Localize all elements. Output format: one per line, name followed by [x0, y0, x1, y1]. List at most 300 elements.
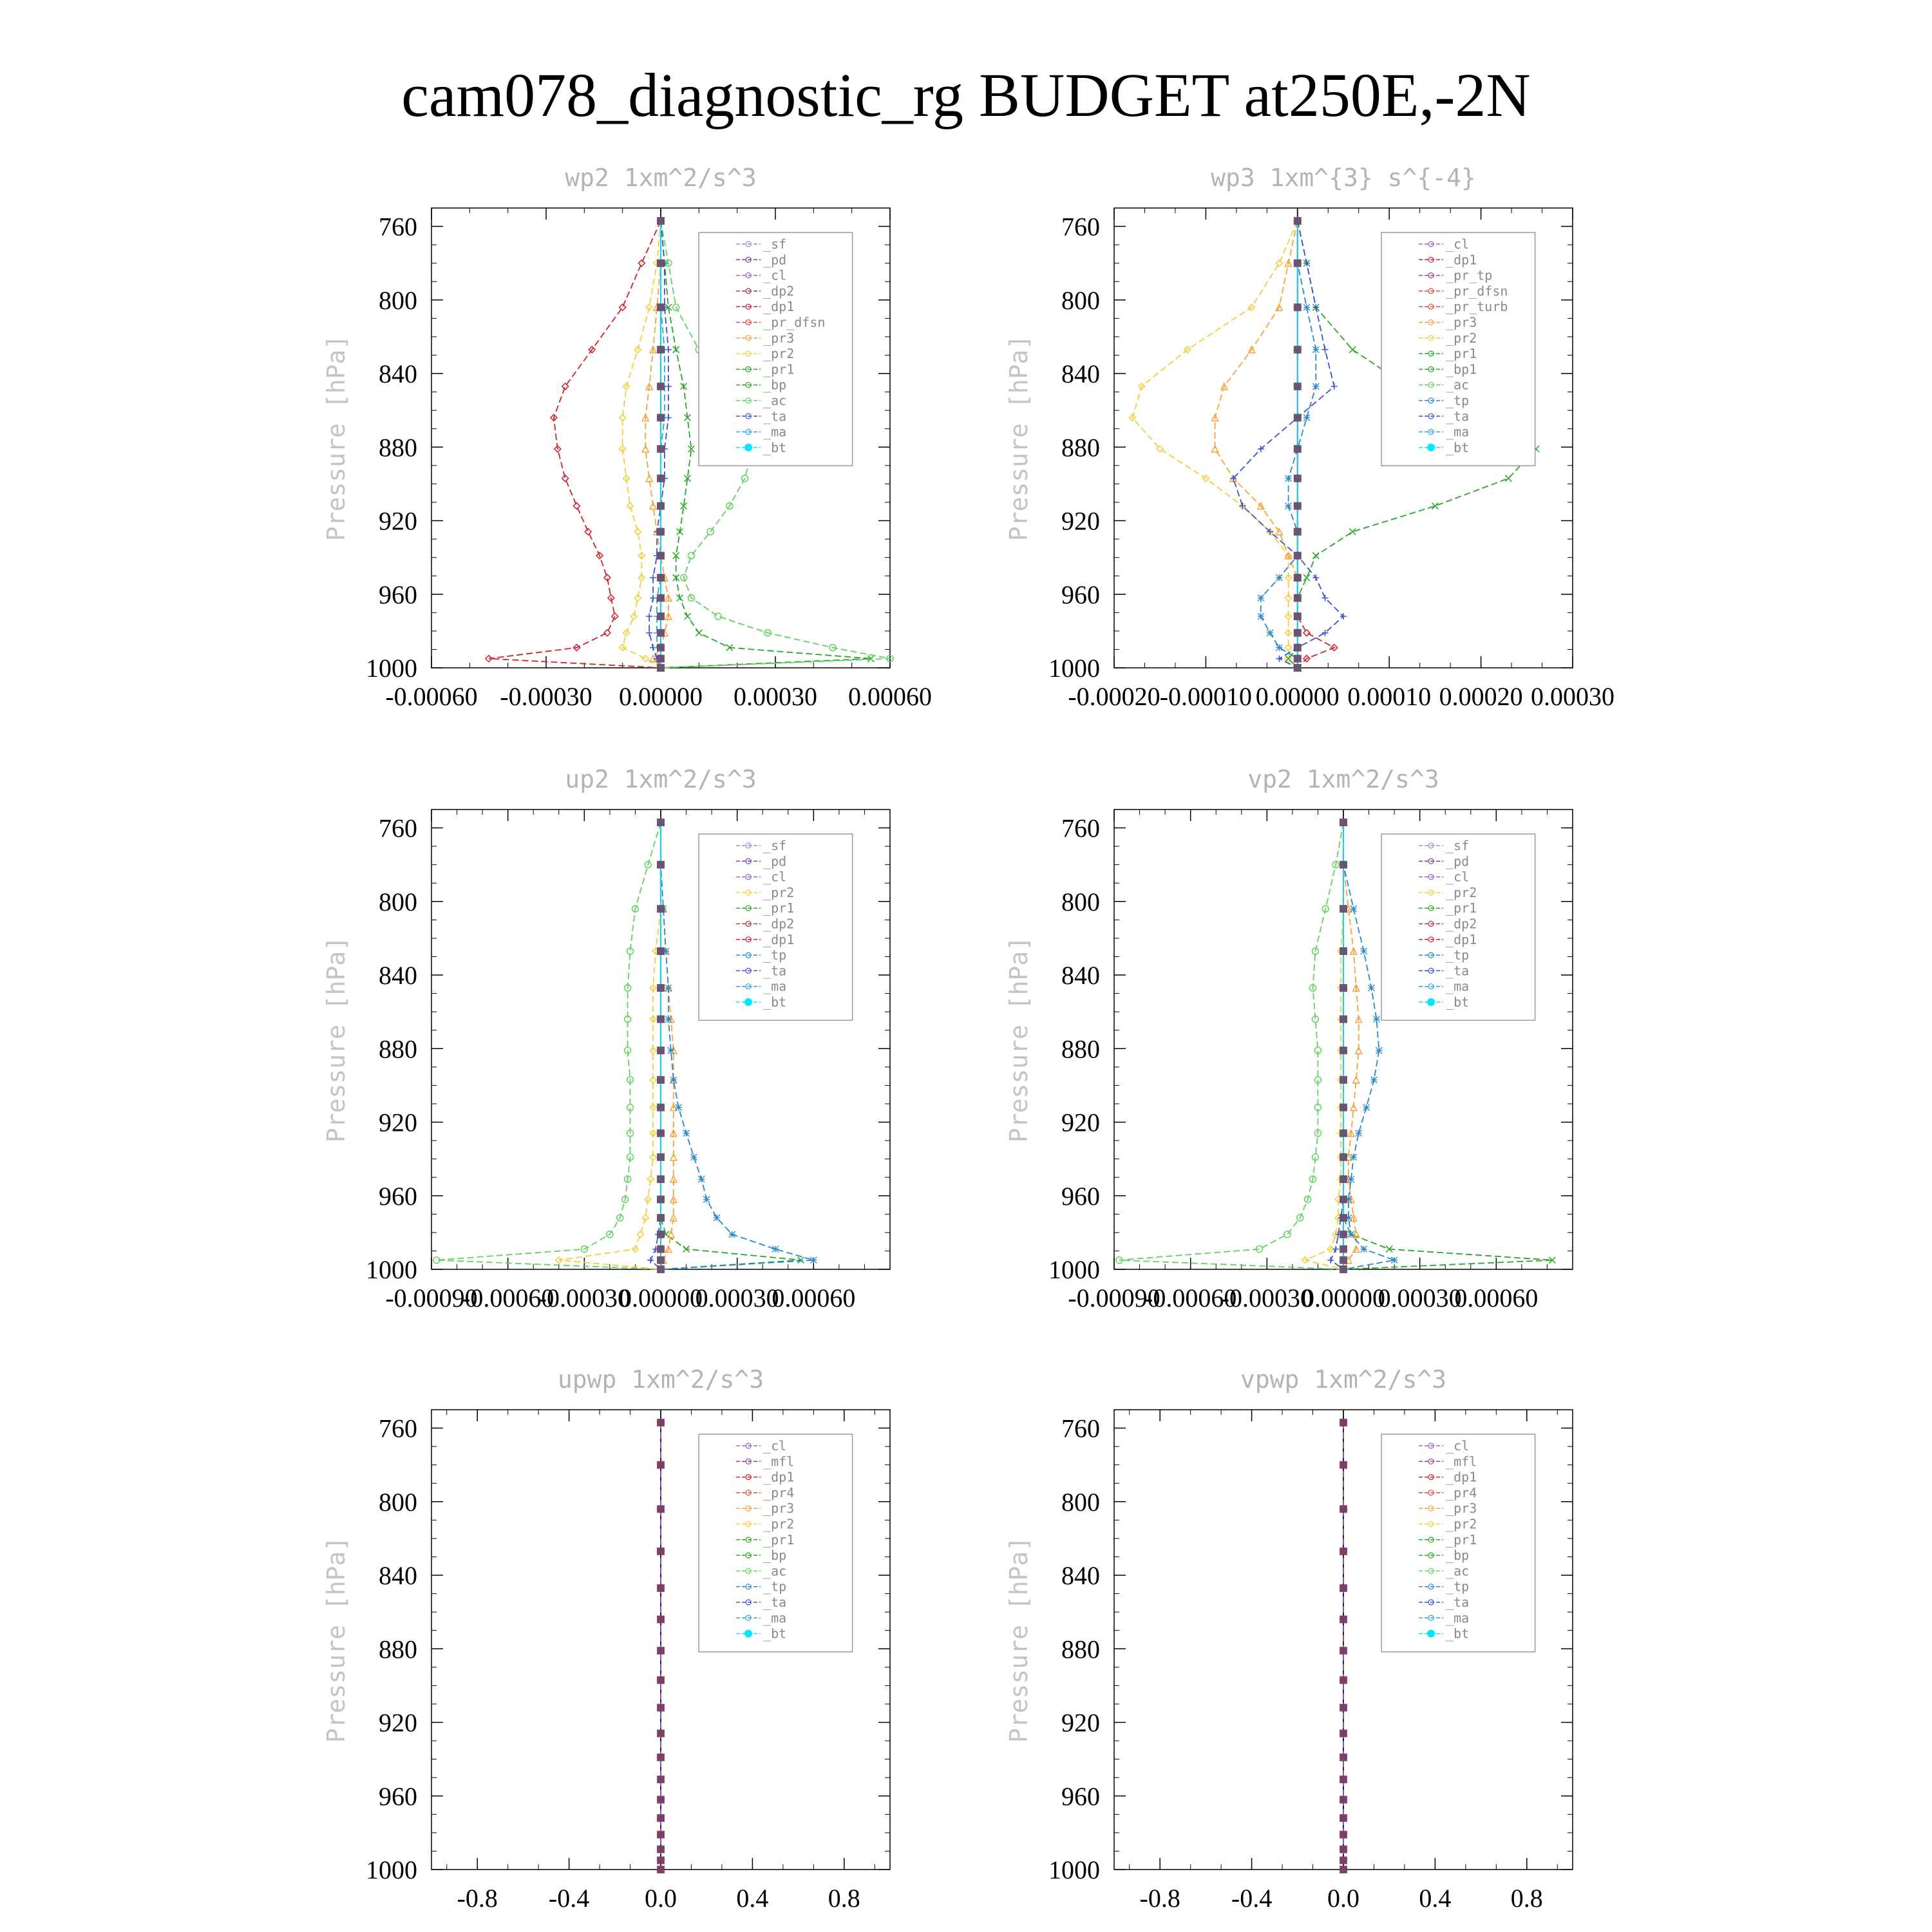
data-point — [1285, 503, 1292, 509]
x-tick-label: 0.00030 — [1378, 1283, 1462, 1312]
data-point — [1348, 1176, 1354, 1182]
zero-marker — [657, 502, 665, 510]
legend-label: _pr4 — [763, 1484, 795, 1501]
legend-label: _ac — [763, 1563, 787, 1579]
data-point — [1373, 1016, 1379, 1023]
y-tick-label: 880 — [379, 433, 417, 462]
x-tick-label: -0.00060 — [462, 1283, 554, 1312]
legend-label: _sf — [1446, 838, 1470, 853]
x-tick-label: -0.00090 — [385, 1283, 478, 1312]
y-tick-label: 800 — [379, 1487, 417, 1517]
legend-label: _ta — [763, 1595, 787, 1610]
zero-marker — [657, 383, 665, 390]
y-tick-label: 880 — [1061, 1034, 1100, 1064]
y-tick-label: 840 — [379, 961, 417, 990]
chart-title: vp2 1xm^2/s^3 — [1247, 765, 1439, 793]
y-tick-label: 840 — [379, 359, 417, 389]
zero-marker — [1340, 1795, 1347, 1803]
x-tick-label: -0.00030 — [1220, 1283, 1313, 1312]
x-tick-label: -0.8 — [457, 1884, 498, 1913]
y-axis-label: Pressure [hPa] — [322, 936, 350, 1143]
legend-label: _pr1 — [763, 900, 795, 916]
legend-label: _ma — [1446, 424, 1470, 440]
data-point — [1350, 905, 1357, 912]
zero-marker — [657, 984, 665, 992]
legend-label: _ta — [763, 963, 787, 979]
legend-marker — [744, 998, 752, 1006]
zero-marker — [657, 1214, 665, 1222]
y-tick-label: 760 — [1061, 1414, 1100, 1443]
zero-marker — [1294, 346, 1302, 354]
data-point — [665, 985, 672, 991]
legend-label: _cl — [1446, 1438, 1470, 1454]
legend-label: _ma — [1446, 978, 1470, 994]
zero-marker — [657, 1153, 665, 1161]
zero-marker — [657, 612, 665, 620]
legend-label: _bt — [763, 1625, 787, 1642]
zero-marker — [657, 1754, 665, 1761]
y-tick-label: 760 — [1061, 212, 1100, 242]
zero-marker — [1340, 1814, 1347, 1822]
zero-marker — [657, 1676, 665, 1684]
legend-label: _ma — [1446, 1610, 1470, 1626]
legend-label: _dp2 — [763, 916, 795, 932]
zero-marker — [657, 1814, 665, 1822]
x-tick-label: 0.00000 — [1302, 1283, 1385, 1312]
y-tick-label: 920 — [1061, 1108, 1100, 1137]
chart-title: wp3 1xm^{3} s^{-4} — [1211, 164, 1476, 192]
y-tick-label: 960 — [379, 580, 417, 609]
chart-panel-4 — [1005, 765, 1573, 1312]
zero-marker — [1340, 984, 1347, 992]
legend-label: _pr3 — [1446, 1501, 1477, 1517]
data-point — [1258, 613, 1264, 620]
legend-label: _sf — [763, 236, 787, 252]
chart-title: wp2 1xm^2/s^3 — [565, 164, 757, 192]
data-point — [703, 1196, 710, 1202]
y-tick-label: 800 — [1061, 1487, 1100, 1517]
y-tick-label: 1000 — [1048, 654, 1100, 683]
legend-label: _tp — [763, 1578, 787, 1595]
x-tick-label: 0.00030 — [695, 1283, 779, 1312]
zero-marker — [1340, 1776, 1347, 1783]
zero-marker — [1340, 1256, 1347, 1264]
zero-marker — [1340, 1730, 1347, 1738]
zero-marker — [657, 594, 665, 601]
x-tick-label: 0.8 — [828, 1884, 860, 1913]
data-point — [1312, 346, 1319, 353]
zero-marker — [1340, 1016, 1347, 1023]
y-tick-label: 1000 — [1048, 1855, 1100, 1884]
y-tick-label: 760 — [1061, 813, 1100, 843]
y-tick-label: 800 — [1061, 285, 1100, 315]
zero-marker — [657, 655, 665, 663]
legend-label: _pr1 — [763, 1531, 795, 1548]
zero-marker — [1294, 502, 1302, 510]
x-tick-label: -0.4 — [548, 1884, 590, 1913]
data-point — [683, 1130, 690, 1137]
legend-label: _dp1 — [1446, 1469, 1477, 1485]
x-tick-label: -0.00090 — [1068, 1283, 1160, 1312]
data-point — [772, 1246, 779, 1253]
zero-marker — [1340, 1548, 1347, 1555]
legend-label: _pr1 — [1446, 900, 1477, 916]
y-tick-label: 800 — [1061, 887, 1100, 916]
zero-marker — [657, 1704, 665, 1712]
y-tick-label: 840 — [1061, 359, 1100, 389]
data-point — [665, 1016, 672, 1023]
x-tick-label: -0.8 — [1139, 1884, 1180, 1913]
zero-marker — [657, 1104, 665, 1112]
legend-label: _dp1 — [1446, 252, 1477, 268]
data-point — [1370, 1077, 1377, 1083]
y-axis-label: Pressure [hPa] — [1005, 334, 1033, 542]
zero-marker — [1340, 1214, 1347, 1222]
y-tick-label: 960 — [1061, 1181, 1100, 1211]
y-axis-label: Pressure [hPa] — [322, 334, 350, 542]
zero-marker — [657, 1647, 665, 1654]
zero-marker — [657, 1548, 665, 1555]
zero-marker — [1294, 629, 1302, 637]
y-tick-label: 840 — [1061, 1561, 1100, 1591]
data-point — [690, 1154, 697, 1160]
legend-label: _bt — [1446, 1625, 1470, 1642]
zero-marker — [1340, 1584, 1347, 1592]
zero-marker — [657, 1505, 665, 1513]
legend-label: _ma — [763, 424, 787, 440]
y-axis-label: Pressure [hPa] — [322, 1536, 350, 1743]
y-axis-label: Pressure [hPa] — [1005, 936, 1033, 1143]
legend-label: _pr3 — [763, 330, 795, 346]
chart-title: vpwp 1xm^2/s^3 — [1240, 1365, 1447, 1394]
zero-marker — [1340, 1846, 1347, 1853]
zero-marker — [657, 905, 665, 913]
zero-marker — [1340, 819, 1347, 826]
y-tick-label: 800 — [379, 285, 417, 315]
zero-marker — [1340, 1195, 1347, 1203]
legend-label: _dp2 — [763, 283, 795, 299]
zero-marker — [1294, 552, 1302, 560]
y-axis-label: Pressure [hPa] — [1005, 1536, 1033, 1743]
zero-marker — [657, 574, 665, 582]
zero-marker — [657, 1256, 665, 1264]
x-tick-label: -0.00060 — [1144, 1283, 1237, 1312]
zero-marker — [657, 414, 665, 422]
zero-marker — [657, 1245, 665, 1253]
legend-marker — [744, 1630, 752, 1638]
y-tick-label: 760 — [379, 212, 417, 242]
legend-label: _pr4 — [1446, 1484, 1477, 1501]
chart-panel-2 — [1005, 164, 1615, 711]
legend-label: _bt — [1446, 439, 1470, 455]
zero-marker — [1294, 664, 1302, 672]
zero-marker — [657, 1046, 665, 1054]
data-point — [714, 1215, 720, 1221]
legend-label: _dp1 — [1446, 931, 1477, 947]
y-tick-label: 880 — [379, 1034, 417, 1064]
legend-label: _tp — [1446, 1578, 1470, 1595]
zero-marker — [657, 1831, 665, 1839]
data-point — [729, 1231, 735, 1238]
x-tick-label: 0.00060 — [772, 1283, 856, 1312]
legend-label: _cl — [763, 1438, 787, 1454]
data-point — [1361, 1246, 1367, 1253]
data-point — [1361, 948, 1367, 954]
y-tick-label: 920 — [379, 1108, 417, 1137]
legend-label: _sf — [763, 838, 787, 853]
x-tick-label: -0.00010 — [1159, 682, 1253, 711]
zero-marker — [657, 260, 665, 267]
y-tick-label: 960 — [379, 1181, 417, 1211]
data-point — [668, 1047, 674, 1054]
data-point — [670, 1077, 677, 1083]
x-tick-label: -0.4 — [1231, 1884, 1273, 1913]
zero-marker — [657, 819, 665, 826]
legend-label: _ac — [1446, 1563, 1470, 1579]
data-point — [1348, 1231, 1354, 1238]
legend-label: _pr1 — [1446, 1531, 1477, 1548]
zero-marker — [657, 629, 665, 637]
y-tick-label: 920 — [379, 506, 417, 536]
zero-marker — [657, 528, 665, 536]
y-tick-label: 920 — [379, 1708, 417, 1738]
x-tick-label: -0.00030 — [538, 1283, 630, 1312]
legend-label: _pr_dfsn — [763, 314, 826, 330]
zero-marker — [657, 1730, 665, 1738]
zero-marker — [657, 664, 665, 672]
legend-label: _pd — [763, 853, 787, 869]
legend-label: _ac — [763, 393, 787, 408]
x-tick-label: 0.0 — [1327, 1884, 1359, 1913]
zero-marker — [1340, 1153, 1347, 1161]
zero-marker — [1294, 594, 1302, 601]
legend-label: _bp — [763, 1548, 787, 1564]
y-tick-label: 920 — [1061, 1708, 1100, 1738]
legend-label: _ta — [1446, 408, 1470, 424]
legend-label: _pr2 — [1446, 330, 1477, 346]
legend-label: _bt — [1446, 994, 1470, 1010]
legend-label: _tp — [1446, 393, 1470, 408]
x-tick-label: 0.00060 — [1454, 1283, 1539, 1312]
zero-marker — [657, 1795, 665, 1803]
zero-marker — [1340, 905, 1347, 913]
legend-label: _pd — [1446, 853, 1470, 869]
zero-marker — [1294, 414, 1302, 422]
legend-label: _ta — [1446, 963, 1470, 979]
legend-label: _pr2 — [763, 884, 795, 900]
y-tick-label: 880 — [379, 1634, 417, 1664]
zero-marker — [657, 217, 665, 225]
chart-panel-3 — [322, 765, 890, 1312]
legend-label: _dp1 — [763, 931, 795, 947]
legend-marker — [1427, 444, 1435, 451]
legend-label: _dp2 — [1446, 916, 1477, 932]
zero-marker — [1340, 1831, 1347, 1839]
legend-marker — [744, 444, 752, 451]
zero-marker — [657, 1776, 665, 1783]
y-tick-label: 880 — [1061, 433, 1100, 462]
legend-label: _pr3 — [1446, 314, 1477, 330]
legend-label: _cl — [763, 267, 787, 283]
x-tick-label: 0.4 — [1419, 1884, 1452, 1913]
zero-marker — [1294, 612, 1302, 620]
data-point — [1285, 475, 1292, 482]
legend-marker — [1427, 998, 1435, 1006]
data-point — [1350, 1154, 1357, 1160]
zero-marker — [657, 552, 665, 560]
zero-marker — [1340, 861, 1347, 869]
data-point — [698, 1176, 705, 1182]
data-point — [1276, 574, 1282, 581]
zero-marker — [1340, 1231, 1347, 1238]
y-tick-label: 800 — [379, 887, 417, 916]
data-point — [1303, 304, 1310, 310]
data-point — [1303, 415, 1310, 421]
x-tick-label: 0.00000 — [619, 682, 703, 711]
zero-marker — [657, 1846, 665, 1853]
zero-marker — [657, 475, 665, 482]
zero-marker — [657, 1175, 665, 1183]
legend-label: _pr_dfsn — [1446, 283, 1508, 299]
legend-label: _ta — [1446, 1595, 1470, 1610]
zero-marker — [1340, 1616, 1347, 1624]
zero-marker — [1340, 1461, 1347, 1469]
zero-marker — [657, 1866, 665, 1873]
zero-marker — [657, 1130, 665, 1137]
zero-marker — [1340, 1419, 1347, 1426]
zero-marker — [1340, 1676, 1347, 1684]
legend-label: _bt — [763, 994, 787, 1010]
chart-panel-6 — [1005, 1365, 1573, 1913]
zero-marker — [1340, 1505, 1347, 1513]
zero-marker — [1340, 1265, 1347, 1273]
data-point — [676, 1104, 682, 1111]
zero-marker — [657, 861, 665, 869]
zero-marker — [1294, 445, 1302, 453]
zero-marker — [1340, 1866, 1347, 1873]
zero-marker — [657, 1584, 665, 1592]
y-tick-label: 960 — [1061, 1781, 1100, 1811]
zero-marker — [1294, 528, 1302, 536]
legend-label: _pr3 — [763, 1501, 795, 1517]
x-tick-label: 0.00030 — [734, 682, 817, 711]
legend-label: _cl — [1446, 869, 1470, 885]
y-tick-label: 840 — [1061, 961, 1100, 990]
zero-marker — [1294, 655, 1302, 663]
zero-marker — [1294, 217, 1302, 225]
legend-marker — [1427, 1630, 1435, 1638]
chart-title: up2 1xm^2/s^3 — [565, 765, 757, 793]
zero-marker — [657, 346, 665, 354]
zero-marker — [1294, 574, 1302, 582]
y-tick-label: 960 — [1061, 580, 1100, 609]
legend-label: _pr2 — [763, 1516, 795, 1532]
zero-marker — [1294, 475, 1302, 482]
y-tick-label: 920 — [1061, 506, 1100, 536]
zero-marker — [1340, 1175, 1347, 1183]
zero-marker — [657, 1419, 665, 1426]
legend-label: _dp1 — [763, 1469, 795, 1485]
legend-label: _pr2 — [763, 346, 795, 362]
chart-title: upwp 1xm^2/s^3 — [557, 1365, 764, 1394]
x-tick-label: -0.00030 — [500, 682, 592, 711]
legend-label: _cl — [763, 869, 787, 885]
chart-panel-1 — [322, 164, 932, 711]
legend-label: _ac — [1446, 377, 1470, 393]
zero-marker — [1294, 303, 1302, 311]
legend-label: _bp — [763, 377, 787, 393]
legend-label: _pr_tp — [1446, 267, 1493, 283]
y-tick-label: 960 — [379, 1781, 417, 1811]
legend-label: _mfl — [1446, 1454, 1477, 1470]
legend-label: _pr2 — [1446, 1516, 1477, 1532]
zero-marker — [1340, 1857, 1347, 1864]
y-tick-label: 1000 — [1048, 1255, 1100, 1284]
zero-marker — [657, 644, 665, 652]
y-tick-label: 880 — [1061, 1634, 1100, 1664]
legend-label: _bt — [763, 439, 787, 455]
data-point — [1356, 1130, 1362, 1137]
y-tick-label: 840 — [379, 1561, 417, 1591]
legend-label: _ma — [763, 978, 787, 994]
x-tick-label: 0.0 — [645, 1884, 677, 1913]
zero-marker — [657, 1461, 665, 1469]
x-tick-label: -0.00060 — [385, 682, 478, 711]
zero-marker — [1340, 947, 1347, 955]
zero-marker — [657, 947, 665, 955]
zero-marker — [657, 1857, 665, 1864]
legend-label: _dp1 — [763, 299, 795, 315]
zero-marker — [657, 1195, 665, 1203]
x-tick-label: 0.00060 — [848, 682, 932, 711]
chart-panel-5 — [322, 1365, 890, 1913]
zero-marker — [657, 1265, 665, 1273]
x-tick-label: 0.8 — [1510, 1884, 1543, 1913]
zero-marker — [1340, 1104, 1347, 1112]
zero-marker — [1294, 383, 1302, 390]
zero-marker — [1340, 1754, 1347, 1761]
x-tick-label: 0.4 — [736, 1884, 769, 1913]
legend-label: _bp1 — [1446, 361, 1477, 377]
zero-marker — [657, 303, 665, 311]
legend-label: _pr1 — [1446, 346, 1477, 362]
legend-label: _mfl — [763, 1454, 795, 1470]
y-tick-label: 1000 — [366, 1855, 417, 1884]
zero-marker — [657, 1076, 665, 1084]
legend-label: _pr1 — [763, 361, 795, 377]
legend-label: _pd — [763, 252, 787, 268]
zero-marker — [1294, 644, 1302, 652]
zero-marker — [1340, 1046, 1347, 1054]
legend-label: _ma — [763, 1610, 787, 1626]
zero-marker — [657, 445, 665, 453]
data-point — [1276, 645, 1282, 651]
y-tick-label: 760 — [379, 1414, 417, 1443]
zero-marker — [1294, 260, 1302, 267]
data-point — [810, 1257, 817, 1264]
x-tick-label: 0.00020 — [1439, 682, 1523, 711]
data-point — [1391, 1257, 1397, 1264]
x-tick-label: -0.00020 — [1068, 682, 1160, 711]
data-point — [1363, 1104, 1370, 1111]
page-title: cam078_diagnostic_rg BUDGET at250E,-2N — [401, 61, 1531, 129]
data-point — [1368, 985, 1375, 991]
zero-marker — [1340, 1245, 1347, 1253]
x-tick-label: 0.00000 — [1255, 682, 1340, 711]
x-tick-label: 0.00010 — [1347, 682, 1432, 711]
legend-label: _cl — [1446, 236, 1470, 252]
x-tick-label: 0.00000 — [619, 1283, 703, 1312]
